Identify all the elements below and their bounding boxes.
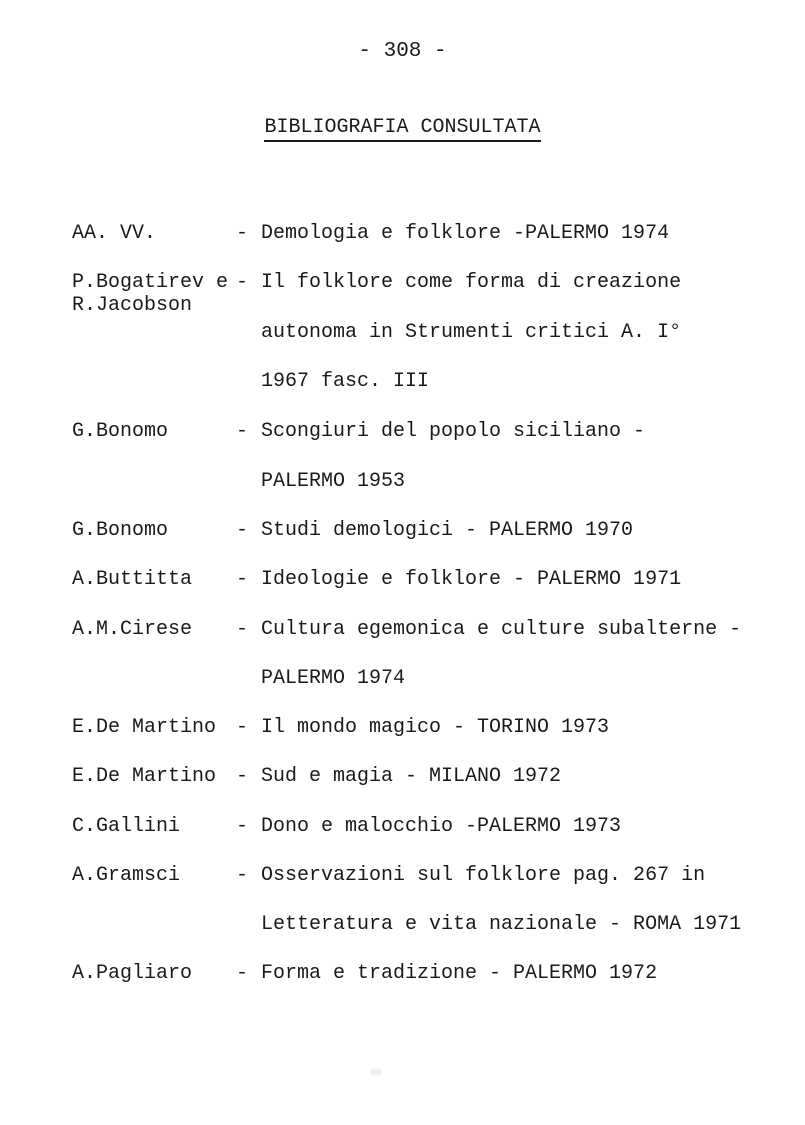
bibliography-entry-text: Il folklore come forma di creazione [261,271,682,294]
bibliography-entry-text: Cultura egemonica e culture subalterne - [261,618,742,641]
bibliography-entry-dash: - [236,962,249,985]
bibliography-entry-author: P.Bogatirev e [72,271,229,294]
bibliography-entry-author: G.Bonomo [72,519,169,542]
page-title-text: BIBLIOGRAFIA CONSULTATA [264,116,540,142]
bibliography-entry-author: A.M.Cirese [72,618,193,641]
bibliography-entry-author: A.Buttitta [72,568,193,591]
bibliography-entry-dash: - [236,271,249,294]
bibliography-entry-text: 1967 fasc. III [261,370,430,393]
bibliography-entry-dash: - [236,222,249,245]
bibliography-entry-author: A.Gramsci [72,864,181,887]
bibliography-entry-author-second: R.Jacobson [72,294,193,317]
page-title [0,116,805,139]
bibliography-entry-text: Il mondo magico - TORINO 1973 [261,716,610,739]
bibliography-entry-text: Osservazioni sul folklore pag. 267 in [261,864,706,887]
bibliography-entry-dash: - [236,815,249,838]
bibliography-entry-author: C.Gallini [72,815,181,838]
bibliography-entry-text: Letteratura e vita nazionale - ROMA 1971 [261,913,742,936]
bibliography-entry-text: autonoma in Strumenti critici A. I° [261,321,682,344]
bibliography-entry-author: AA. VV. [72,222,157,245]
bibliography-entry-text: PALERMO 1974 [261,667,406,690]
bibliography-entry-text: Dono e malocchio -PALERMO 1973 [261,815,622,838]
bibliography-entry-author: E.De Martino [72,716,217,739]
bibliography-entry-text: Scongiuri del popolo siciliano - [261,420,646,443]
bibliography-entry-text: Studi demologici - PALERMO 1970 [261,519,634,542]
bibliography-entry-dash: - [236,568,249,591]
bibliography-entry-text: Ideologie e folklore - PALERMO 1971 [261,568,682,591]
bibliography-entry-dash: - [236,420,249,443]
bibliography-entry-author: G.Bonomo [72,420,169,443]
bibliography-entry-author: E.De Martino [72,765,217,788]
bibliography-entry-author: A.Pagliaro [72,962,193,985]
bibliography-entry-dash: - [236,716,249,739]
bibliography-entry-dash: - [236,618,249,641]
bibliography-entry-text: Forma e tradizione - PALERMO 1972 [261,962,658,985]
paper-smudge [370,1068,382,1076]
bibliography-entry-text: PALERMO 1953 [261,470,406,493]
bibliography-entry-text: Sud e magia - MILANO 1972 [261,765,562,788]
bibliography-entry-dash: - [236,765,249,788]
bibliography-entry-dash: - [236,519,249,542]
page-number: - 308 - [358,40,447,63]
bibliography-entry-dash: - [236,864,249,887]
bibliography-entry-text: Demologia e folklore -PALERMO 1974 [261,222,670,245]
